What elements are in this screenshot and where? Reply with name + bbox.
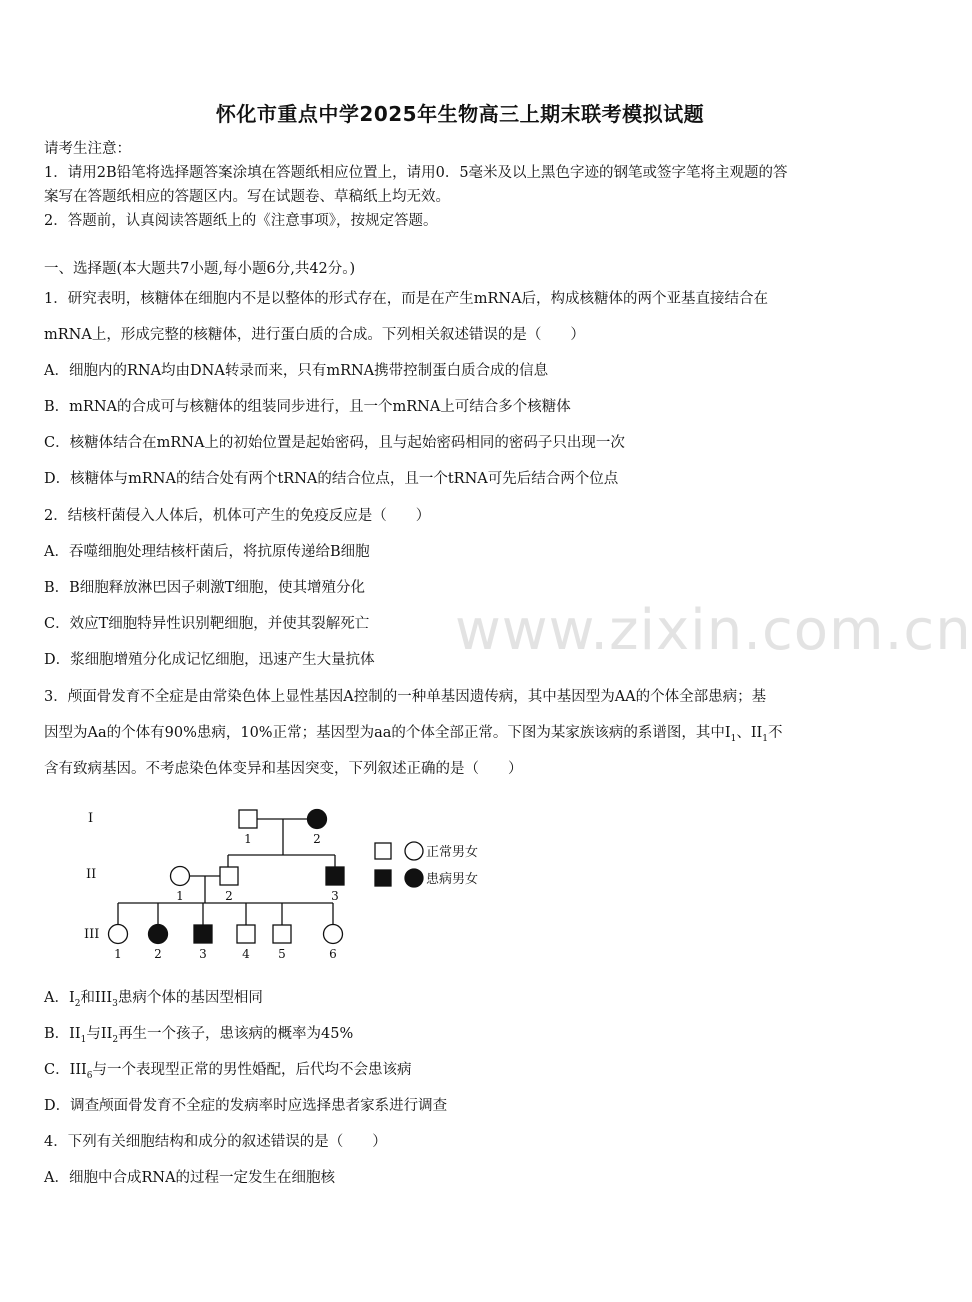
individual-ii3-affected-male: [326, 867, 344, 885]
q3-option-b: B．$II_1$与$II_2$再生一个孩子，患该病的概率为45%: [44, 1026, 354, 1045]
legend-normal-label: 正常男女: [426, 845, 479, 860]
q2-stem: 2．结核杆菌侵入人体后，机体可产生的免疫反应是（ ）: [44, 508, 431, 524]
label-ii2: 2: [225, 889, 233, 903]
individual-i2-affected-female: [308, 810, 327, 829]
q3-stem-line2: 因型为Aa的个体有90%患病，10%正常；基因型为aa的个体全部正常。下图为某家族该病的系谱图，其中$I_1$、$II_1$不: [44, 725, 783, 744]
notice-label: 请考生注意：: [44, 141, 131, 157]
q3-option-c: C．$III_6$与一个表现型正常的男性婚配，后代均不会患该病: [44, 1062, 412, 1081]
gen-label-iii: III: [84, 927, 100, 942]
legend-affected-female-icon: [405, 869, 423, 887]
label-ii3: 3: [331, 889, 339, 903]
individual-iii3-affected-male: [194, 925, 212, 943]
q1-option-d: D．核糖体与mRNA的结合处有两个tRNA的结合位点，且一个tRNA可先后结合两个位点: [44, 471, 619, 487]
label-iii6: 6: [329, 947, 337, 961]
label-iii1: 1: [114, 947, 122, 961]
individual-i1-normal-male: [239, 810, 257, 828]
q1-stem-line2: mRNA上，形成完整的核糖体，进行蛋白质的合成。下列相关叙述错误的是（ ）: [44, 327, 585, 343]
q2-option-c: C．效应T细胞特异性识别靶细胞，并使其裂解死亡: [44, 616, 370, 632]
individual-iii1-normal-female: [109, 925, 128, 944]
legend-normal-female-icon: [405, 842, 423, 860]
q3-stem-line3: 含有致病基因。不考虑染色体变异和基因突变，下列叙述正确的是（ ）: [44, 761, 523, 777]
q3-option-a: A．$I_2$和$III_3$患病个体的基因型相同: [44, 990, 263, 1009]
legend-normal-male-icon: [375, 843, 391, 859]
q2-option-a: A．吞噬细胞处理结核杆菌后，将抗原传递给B细胞: [44, 544, 370, 560]
notice-item2: 2．答题前，认真阅读答题纸上的《注意事项》，按规定答题。: [44, 213, 438, 229]
pedigree-diagram: [78, 800, 508, 970]
q4-option-a: A．细胞中合成RNA的过程一定发生在细胞核: [44, 1170, 336, 1186]
page-title: 怀化市重点中学2025年生物高三上期末联考模拟试题: [215, 102, 705, 126]
individual-ii1-normal-female: [171, 867, 190, 886]
q2-option-b: B．B细胞释放淋巴因子刺激T细胞，使其增殖分化: [44, 580, 365, 596]
label-iii5: 5: [278, 947, 286, 961]
q1-option-c: C．核糖体结合在mRNA上的初始位置是起始密码，且与起始密码相同的密码子只出现一次: [44, 435, 625, 451]
q1-option-a: A．细胞内的RNA均由DNA转录而来，只有mRNA携带控制蛋白质合成的信息: [44, 363, 549, 379]
individual-ii2-normal-male: [220, 867, 238, 885]
label-iii3: 3: [199, 947, 207, 961]
legend-affected-male-icon: [375, 870, 391, 886]
gen-label-i: I: [88, 811, 94, 826]
label-iii4: 4: [242, 947, 250, 961]
q1-option-b: B．mRNA的合成可与核糖体的组装同步进行，且一个mRNA上可结合多个核糖体: [44, 399, 571, 415]
q2-option-d: D．浆细胞增殖分化成记忆细胞，迅速产生大量抗体: [44, 652, 375, 668]
q3-option-d: D．调查颅面骨发育不全症的发病率时应选择患者家系进行调查: [44, 1098, 448, 1114]
individual-iii4-normal-male: [237, 925, 255, 943]
label-ii1: 1: [176, 889, 184, 903]
label-iii2: 2: [154, 947, 162, 961]
label-i1: 1: [244, 832, 252, 846]
individual-iii5-normal-male: [273, 925, 291, 943]
label-i2: 2: [313, 832, 321, 846]
section-heading: 一、选择题(本大题共7小题,每小题6分,共42分。): [44, 261, 356, 277]
q3-stem-line1: 3．颅面骨发育不全症是由常染色体上显性基因A控制的一种单基因遗传病，其中基因型为AA的个体全部患病；基: [44, 689, 767, 705]
gen-label-ii: II: [86, 867, 97, 882]
notice-item1-line1: 1．请用2B铅笔将选择题答案涂填在答题纸相应位置上，请用0．5毫米及以上黑色字迹的钢笔或签字笔将主观题的答: [44, 165, 788, 181]
q1-stem-line1: 1．研究表明，核糖体在细胞内不是以整体的形式存在，而是在产生mRNA后，构成核糖体的两个亚基直接结合在: [44, 291, 769, 307]
notice-item1-line2: 案写在答题纸相应的答题区内。写在试题卷、草稿纸上均无效。: [44, 189, 450, 205]
individual-iii2-affected-female: [149, 925, 168, 944]
q4-stem: 4．下列有关细胞结构和成分的叙述错误的是（ ）: [44, 1134, 387, 1150]
individual-iii6-normal-female: [324, 925, 343, 944]
watermark: www.zixin.com.cn: [455, 598, 972, 663]
legend-affected-label: 患病男女: [426, 872, 479, 887]
